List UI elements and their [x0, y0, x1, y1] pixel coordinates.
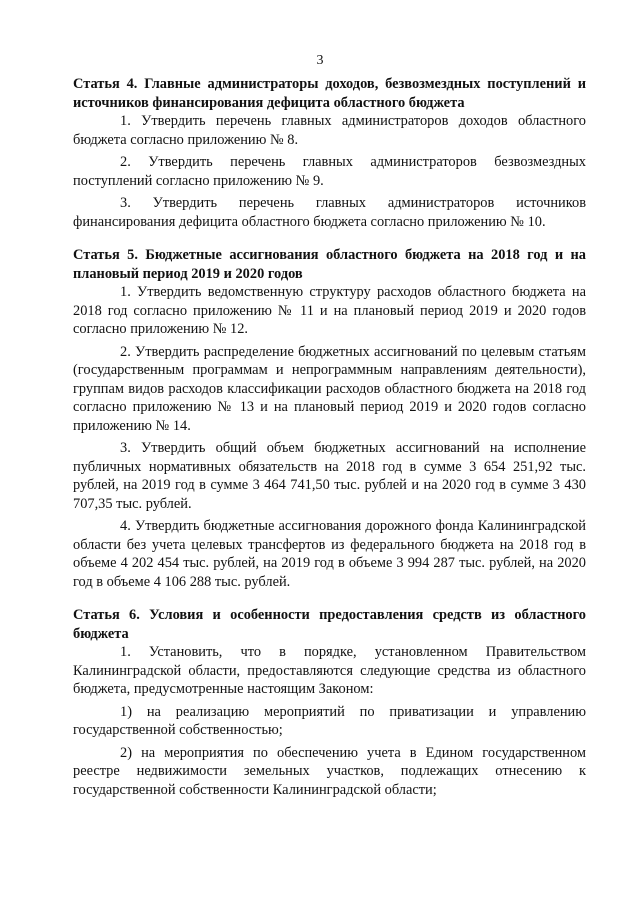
- article-5-paragraph-2: 2. Утвердить распределение бюджетных ассигнований по целевым статьям (государственным программам и непрограммным направлениям деятельности), группам видов расходов классификации расходов областного бюджета на 2018 год согласно приложению № 13 и на плановый период 2019 и 2020 годов согласно приложению № 14.: [73, 343, 586, 434]
- article-5-paragraph-3: 3. Утвердить общий объем бюджетных ассигнований на исполнение публичных нормативных обязательств на 2018 год в сумме 3 654 251,92 тыс. рублей, на 2019 год в сумме 3 464 741,50 тыс. рублей и на 2020 год в сумме 3 430 707,35 тыс. рублей.: [73, 440, 586, 512]
- article-5-paragraph-1: 1. Утвердить ведомственную структуру расходов областного бюджета на 2018 год согласно приложению № 11 и на плановый период 2019 и 2020 годов согласно приложению № 12.: [73, 284, 586, 337]
- article-6-paragraph-1: 1. Установить, что в порядке, установленном Правительством Калининградской области, предоставляются следующие средства из областного бюджета, предусмотренные настоящим Законом:: [73, 644, 586, 697]
- article-4-paragraph-3: 3. Утвердить перечень главных администраторов источников финансирования дефицита областного бюджета согласно приложению № 10.: [73, 195, 586, 230]
- page-number: 3: [316, 53, 324, 68]
- article-4-heading: Статья 4. Главные администраторы доходов, безвозмездных поступлений и источников финансирования дефицита областного бюджета: [73, 76, 586, 111]
- article-6-item-1: 1) на реализацию мероприятий по приватизации и управлению государственной собственностью;: [73, 703, 586, 738]
- article-5-heading: Статья 5. Бюджетные ассигнования областного бюджета на 2018 год и на плановый период 2019 и 2020 годов: [73, 247, 586, 282]
- document-body: [73, 75, 586, 799]
- article-6-heading: Статья 6. Условия и особенности предоставления средств из областного бюджета: [73, 607, 586, 642]
- article-4-paragraph-1: 1. Утвердить перечень главных администраторов доходов областного бюджета согласно приложению № 8.: [73, 113, 586, 148]
- article-5-paragraph-4: 4. Утвердить бюджетные ассигнования дорожного фонда Калининградской области без учета целевых трансфертов из федерального бюджета на 2018 год в объеме 4 202 454 тыс. рублей, на 2019 год в объеме 3 994 287 тыс. рублей, на 2020 год в объеме 4 106 288 тыс. рублей.: [73, 518, 586, 590]
- article-6-item-2: 2) на мероприятия по обеспечению учета в Едином государственном реестре недвижимости земельных участков, подлежащих отнесению к государственной собственности Калининградской области;: [73, 744, 586, 798]
- article-4-paragraph-2: 2. Утвердить перечень главных администраторов безвозмездных поступлений согласно приложению № 9.: [73, 154, 586, 189]
